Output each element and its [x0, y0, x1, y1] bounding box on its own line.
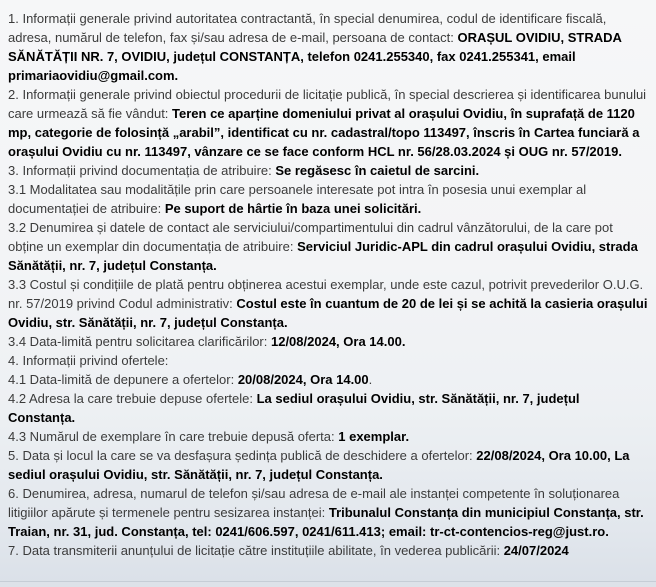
text-segment: 2. Informații generale privind obiectul procedurii de licitație publică, în special descrierea și identificarea bunului care urmează să fie vândut: — [8, 87, 647, 121]
text-segment: 3.1 Modalitatea sau modalitățile prin care persoanele interesate pot intra în posesia unui exemplar al documentației de atribuire: — [8, 182, 587, 216]
text-segment: 3.2 Denumirea și datele de contact ale serviciului/compartimentului din cadrul vânzătorului, de la care pot obține un exemplar din documentația de atribuire: — [8, 220, 613, 254]
announcement-paragraph — [8, 351, 649, 370]
announcement-paragraph — [8, 332, 649, 351]
text-segment: 1. Informații generale privind autoritatea contractantă, în special denumirea, codul de identificare fiscală, adresa, numărul de telefon, fax și/sau adresa de e-mail, persoana de contact: — [8, 11, 607, 45]
bold-text-segment: Pe suport de hârtie în baza unei solicitări. — [164, 201, 422, 216]
text-segment: 3. Informații privind documentația de atribuire: — [8, 163, 276, 178]
announcement-paragraph — [8, 275, 649, 332]
bold-text-segment: Tribunalul Constanța din municipiul Constanța, str. Traian, nr. 31, jud. Constanța, tel: 0241/606.597, 0241/611.413; email: tr-ct-contencios-reg@just.ro. — [8, 505, 644, 539]
text-segment: 4. Informații privind ofertele: — [8, 353, 169, 368]
text-segment: 4.2 Adresa la care trebuie depuse ofertele: — [8, 391, 257, 406]
announcement-paragraph — [8, 85, 649, 161]
bold-text-segment: 22/08/2024, Ora 10.00, La sediul orașului Ovidiu, str. Sănătății, nr. 7, județul Constanța. — [8, 448, 630, 482]
bold-text-segment: 1 exemplar. — [338, 429, 410, 444]
announcement-paragraph — [8, 9, 649, 85]
bold-text-segment: Se regăsesc în caietul de sarcini. — [275, 163, 480, 178]
announcement-paragraph — [8, 427, 649, 446]
announcement-paragraph — [8, 218, 649, 275]
bold-text-segment: 24/07/2024 — [503, 543, 569, 558]
bold-text-segment: 20/08/2024, Ora 14.00 — [237, 372, 369, 387]
bottom-divider — [0, 581, 656, 587]
text-segment: 6. Denumirea, adresa, numarul de telefon și/sau adresa de e-mail ale instanței competente în soluționarea litigiilor apărute și termenele pentru sesizarea instanței: — [8, 486, 620, 520]
text-segment: 3.4 Data-limită pentru solicitarea clarificărilor: — [8, 334, 271, 349]
text-segment: . — [368, 372, 373, 387]
text-segment: 5. Data și locul la care se va desfașura ședința publică de deschidere a ofertelor: — [8, 448, 477, 463]
bold-text-segment: ORAȘUL OVIDIU, STRADA SĂNĂTĂȚII NR. 7, OVIDIU, județul CONSTANȚA, telefon 0241.255340, fax 0241.255341, email primariaovidiu@gmail.com. — [8, 30, 622, 83]
announcement-paragraph — [8, 180, 649, 218]
bold-text-segment: Teren ce aparține domeniului privat al orașului Ovidiu, în suprafață de 1120 mp, categorie de folosință „arabil”, identificat cu nr. cadastral/topo 113497, înscris în Cartea funciară a orașului Ovidiu cu nr. 113497, vânzare ce se face conform HCL nr. 56/28.03.2024 și OUG nr. 57/2019. — [8, 106, 640, 159]
announcement-paragraph — [8, 370, 649, 389]
announcement-paragraph — [8, 446, 649, 484]
text-segment: 7. Data transmiterii anunțului de licitație către instituțiile abilitate, în vederea publicării: — [8, 543, 504, 558]
text-segment: 4.3 Numărul de exemplare în care trebuie depusă oferta: — [8, 429, 339, 444]
text-segment: 3.3 Costul și condițiile de plată pentru obținerea acestui exemplar, unde este cazul, potrivit prevederilor O.U.G. nr. 57/2019 privind Codul administrativ: — [8, 277, 644, 311]
bold-text-segment: La sediul orașului Ovidiu, str. Sănătății, nr. 7, județul Constanța. — [8, 391, 580, 425]
announcement-paragraph — [8, 484, 649, 541]
announcement-paragraph — [8, 389, 649, 427]
bold-text-segment: Serviciul Juridic-APL din cadrul orașului Ovidiu, strada Sănătății, nr. 7, județul Constanța. — [8, 239, 638, 273]
announcement-paragraph — [8, 541, 649, 560]
announcement-paragraph — [8, 161, 649, 180]
text-segment: 4.1 Data-limită de depunere a ofertelor: — [8, 372, 238, 387]
bold-text-segment: Costul este în cuantum de 20 de lei și se achită la casieria orașului Ovidiu, str. Sănătății, nr. 7, județul Constanța. — [8, 296, 648, 330]
bold-text-segment: 12/08/2024, Ora 14.00. — [270, 334, 406, 349]
